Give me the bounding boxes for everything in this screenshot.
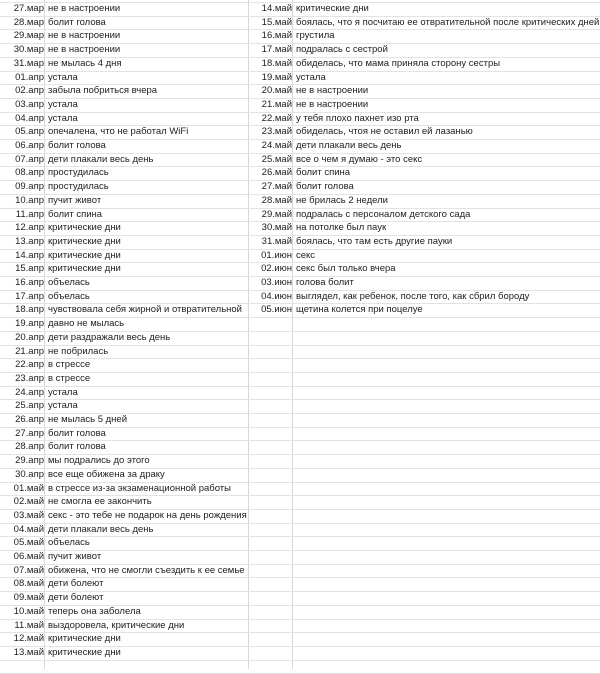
date-cell[interactable]: 08.май xyxy=(13,578,44,590)
date-cell[interactable]: 24.май xyxy=(261,140,292,151)
note-cell[interactable]: забыла побриться вчера xyxy=(48,85,158,97)
date-cell[interactable]: 03.апр xyxy=(15,98,44,110)
date-cell[interactable]: 22.апр xyxy=(15,359,44,371)
date-cell[interactable]: 04.июн xyxy=(261,290,292,302)
note-cell[interactable]: болит голова xyxy=(296,181,354,193)
note-cell[interactable]: дети раздражали весь день xyxy=(48,331,171,343)
note-cell[interactable]: болит голова xyxy=(48,16,106,28)
date-cell[interactable]: 26.апр xyxy=(15,414,44,425)
table-row[interactable] xyxy=(0,495,600,509)
table-row[interactable] xyxy=(248,16,600,30)
note-cell[interactable]: не мылась 5 дней xyxy=(48,414,127,425)
note-cell[interactable]: теперь она заболела xyxy=(48,605,141,617)
table-row[interactable] xyxy=(0,454,600,468)
table-row[interactable] xyxy=(248,84,600,98)
date-cell[interactable]: 28.мар xyxy=(13,16,44,28)
table-row[interactable] xyxy=(0,619,600,633)
table-row[interactable] xyxy=(0,646,600,660)
date-cell[interactable]: 29.мар xyxy=(13,30,44,42)
note-cell[interactable]: подралась с сестрой xyxy=(296,44,388,56)
note-cell[interactable]: объелась xyxy=(48,277,90,288)
note-cell[interactable]: обиделась, чтоя не оставил ей лазанью xyxy=(296,126,473,138)
note-cell[interactable]: устала xyxy=(48,400,78,412)
date-cell[interactable]: 07.апр xyxy=(15,153,44,165)
note-cell[interactable]: щетина колется при поцелуе xyxy=(296,304,423,316)
table-row[interactable] xyxy=(0,550,600,564)
date-cell[interactable]: 10.апр xyxy=(15,194,44,206)
table-row[interactable] xyxy=(0,427,600,441)
note-cell[interactable]: не смогла ее закончить xyxy=(48,496,152,508)
date-cell[interactable]: 16.апр xyxy=(15,277,44,288)
note-cell[interactable]: дети плакали весь день xyxy=(48,153,154,165)
note-cell[interactable]: критические дни xyxy=(48,249,121,261)
table-row[interactable] xyxy=(0,482,600,496)
note-cell[interactable]: в стрессе xyxy=(48,372,91,384)
note-cell[interactable]: опечалена, что не работал WiFi xyxy=(48,126,189,138)
date-cell[interactable]: 17.май xyxy=(261,44,292,56)
table-row[interactable] xyxy=(248,153,600,167)
table-row[interactable] xyxy=(248,303,600,317)
date-cell[interactable]: 06.май xyxy=(13,551,44,562)
date-cell[interactable]: 06.апр xyxy=(15,140,44,151)
note-cell[interactable]: критические дни xyxy=(48,646,121,658)
table-row[interactable] xyxy=(0,605,600,619)
note-cell[interactable]: подралась с персоналом детского сада xyxy=(296,208,471,220)
date-cell[interactable]: 28.апр xyxy=(15,441,44,453)
note-cell[interactable]: дети болеют xyxy=(48,578,104,590)
table-row[interactable] xyxy=(248,71,600,85)
note-cell[interactable]: дети болеют xyxy=(48,592,104,604)
date-cell[interactable]: 30.май xyxy=(261,222,292,234)
note-cell[interactable]: обижена, что не смогли съездить к ее семье xyxy=(48,564,245,576)
date-cell[interactable]: 02.апр xyxy=(15,85,44,97)
date-cell[interactable]: 14.апр xyxy=(15,249,44,261)
note-cell[interactable]: устала xyxy=(48,71,78,83)
table-row[interactable] xyxy=(0,523,600,537)
note-cell[interactable]: не в настроении xyxy=(296,98,369,110)
note-cell[interactable]: критические дни xyxy=(48,235,121,247)
table-row[interactable] xyxy=(248,208,600,222)
date-cell[interactable]: 13.апр xyxy=(15,235,44,247)
date-cell[interactable]: 25.апр xyxy=(15,400,44,412)
date-cell[interactable]: 20.апр xyxy=(15,331,44,343)
table-row[interactable] xyxy=(0,331,600,345)
note-cell[interactable]: простудилась xyxy=(48,167,109,179)
note-cell[interactable]: устала xyxy=(296,71,326,83)
table-row[interactable] xyxy=(0,399,600,413)
date-cell[interactable]: 30.мар xyxy=(13,44,44,56)
table-row[interactable] xyxy=(248,2,600,16)
date-cell[interactable]: 23.май xyxy=(261,126,292,138)
table-row[interactable] xyxy=(0,632,600,646)
table-row[interactable] xyxy=(0,509,600,523)
date-cell[interactable]: 13.май xyxy=(13,646,44,658)
date-cell[interactable]: 26.май xyxy=(261,167,292,179)
date-cell[interactable]: 09.май xyxy=(13,592,44,604)
table-row[interactable] xyxy=(0,413,600,427)
note-cell[interactable]: объелась xyxy=(48,537,90,549)
date-cell[interactable]: 12.апр xyxy=(15,222,44,234)
date-cell[interactable]: 30.апр xyxy=(15,468,44,480)
note-cell[interactable]: боялась, что там есть другие пауки xyxy=(296,235,453,247)
note-cell[interactable]: секс был только вчера xyxy=(296,263,396,275)
date-cell[interactable]: 01.июн xyxy=(261,249,292,261)
date-cell[interactable]: 03.май xyxy=(13,509,44,521)
date-cell[interactable]: 22.май xyxy=(261,112,292,124)
note-cell[interactable]: не брилась 2 недели xyxy=(296,194,388,206)
date-cell[interactable]: 27.май xyxy=(261,181,292,193)
note-cell[interactable]: не побрилась xyxy=(48,345,109,357)
table-row[interactable] xyxy=(248,166,600,180)
note-cell[interactable]: дети плакали весь день xyxy=(48,523,154,535)
date-cell[interactable]: 10.май xyxy=(13,605,44,617)
note-cell[interactable]: голова болит xyxy=(296,277,354,288)
note-cell[interactable]: критические дни xyxy=(48,263,121,275)
date-cell[interactable]: 05.июн xyxy=(261,304,292,316)
table-row[interactable] xyxy=(0,345,600,359)
date-cell[interactable]: 08.апр xyxy=(15,167,44,179)
note-cell[interactable]: болит спина xyxy=(48,208,103,220)
date-cell[interactable]: 17.апр xyxy=(15,290,44,302)
date-cell[interactable]: 31.мар xyxy=(13,57,44,69)
date-cell[interactable]: 18.апр xyxy=(15,304,44,316)
date-cell[interactable]: 04.апр xyxy=(15,112,44,124)
date-cell[interactable]: 29.апр xyxy=(15,455,44,467)
table-row[interactable] xyxy=(248,180,600,194)
table-row[interactable] xyxy=(248,29,600,43)
note-cell[interactable]: обиделась, что мама приняла сторону сестры xyxy=(296,57,501,69)
date-cell[interactable]: 11.май xyxy=(14,619,44,631)
note-cell[interactable]: секс xyxy=(296,249,316,261)
table-row[interactable] xyxy=(248,249,600,263)
table-row[interactable] xyxy=(0,386,600,400)
date-cell[interactable]: 28.май xyxy=(261,194,292,206)
note-cell[interactable]: грустила xyxy=(296,30,335,42)
date-cell[interactable]: 23.апр xyxy=(15,372,44,384)
note-cell[interactable]: на потолке был паук xyxy=(296,222,387,234)
note-cell[interactable]: мы подрались до этого xyxy=(48,455,150,467)
date-cell[interactable]: 19.апр xyxy=(15,318,44,330)
note-cell[interactable]: в стрессе xyxy=(48,359,91,371)
date-cell[interactable]: 02.май xyxy=(13,496,44,508)
date-cell[interactable]: 21.апр xyxy=(15,345,44,357)
note-cell[interactable]: чувствовала себя жирной и отвратительной xyxy=(48,304,242,316)
table-row[interactable] xyxy=(0,577,600,591)
table-row[interactable] xyxy=(248,125,600,139)
note-cell[interactable]: болит голова xyxy=(48,427,106,439)
date-cell[interactable]: 09.апр xyxy=(15,181,44,193)
note-cell[interactable]: секс - это тебе не подарок на день рождения xyxy=(48,509,247,521)
date-cell[interactable]: 05.май xyxy=(13,537,44,549)
date-cell[interactable]: 19.май xyxy=(261,71,292,83)
table-row[interactable] xyxy=(248,139,600,153)
date-cell[interactable]: 01.май xyxy=(13,482,44,494)
note-cell[interactable]: болит голова xyxy=(48,441,106,453)
date-cell[interactable]: 07.май xyxy=(13,564,44,576)
date-cell[interactable]: 16.май xyxy=(261,30,292,42)
date-cell[interactable]: 27.мар xyxy=(13,3,44,14)
date-cell[interactable]: 15.апр xyxy=(15,263,44,275)
date-cell[interactable]: 15.май xyxy=(261,16,292,28)
table-row[interactable] xyxy=(248,98,600,112)
note-cell[interactable]: выглядел, как ребенок, после того, как сбрил бороду xyxy=(296,290,530,302)
note-cell[interactable]: болит спина xyxy=(296,167,351,179)
note-cell[interactable]: устала xyxy=(48,386,78,398)
note-cell[interactable]: в стрессе из-за экзаменационной работы xyxy=(48,482,231,494)
note-cell[interactable]: у тебя плохо пахнет изо рта xyxy=(296,112,419,124)
note-cell[interactable]: все о чем я думаю - это секс xyxy=(296,153,423,165)
note-cell[interactable]: все еще обижена за драку xyxy=(48,468,165,480)
date-cell[interactable]: 21.май xyxy=(261,98,292,110)
note-cell[interactable]: давно не мылась xyxy=(48,318,125,330)
table-row[interactable] xyxy=(0,591,600,605)
date-cell[interactable]: 27.апр xyxy=(15,427,44,439)
date-cell[interactable]: 02.июн xyxy=(261,263,292,275)
row-divider xyxy=(0,660,600,661)
table-row[interactable] xyxy=(248,57,600,71)
table-row[interactable] xyxy=(248,194,600,208)
note-cell[interactable]: устала xyxy=(48,112,78,124)
date-cell[interactable]: 14.май xyxy=(261,3,292,14)
table-row[interactable] xyxy=(248,112,600,126)
note-cell[interactable]: не в настроении xyxy=(48,30,121,42)
note-cell[interactable]: болит голова xyxy=(48,140,106,151)
date-cell[interactable]: 05.апр xyxy=(15,126,44,138)
note-cell[interactable]: критические дни xyxy=(48,633,121,645)
table-row[interactable] xyxy=(0,536,600,550)
table-row[interactable] xyxy=(0,468,600,482)
note-cell[interactable]: устала xyxy=(48,98,78,110)
table-row[interactable] xyxy=(248,276,600,290)
date-cell[interactable]: 24.апр xyxy=(15,386,44,398)
note-cell[interactable]: критические дни xyxy=(48,222,121,234)
note-cell[interactable]: дети плакали весь день xyxy=(296,140,402,151)
date-cell[interactable]: 18.май xyxy=(261,57,292,69)
note-cell[interactable]: не в настроении xyxy=(48,3,121,14)
table-row[interactable] xyxy=(248,262,600,276)
note-cell[interactable]: простудилась xyxy=(48,181,109,193)
table-row[interactable] xyxy=(0,440,600,454)
date-cell[interactable]: 20.май xyxy=(261,85,292,97)
date-cell[interactable]: 01.апр xyxy=(15,71,44,83)
note-cell[interactable]: не мылась 4 дня xyxy=(48,57,122,69)
date-cell[interactable]: 12.май xyxy=(13,633,44,645)
date-cell[interactable]: 11.апр xyxy=(15,208,44,220)
date-cell[interactable]: 04.май xyxy=(13,523,44,535)
table-row[interactable] xyxy=(0,358,600,372)
table-row[interactable] xyxy=(0,317,600,331)
date-cell[interactable]: 25.май xyxy=(261,153,292,165)
table-row[interactable] xyxy=(0,564,600,578)
date-cell[interactable]: 29.май xyxy=(261,208,292,220)
note-cell[interactable]: пучит живот xyxy=(48,551,102,562)
note-cell[interactable]: не в настроении xyxy=(48,44,121,56)
date-cell[interactable]: 31.май xyxy=(261,235,292,247)
note-cell[interactable]: не в настроении xyxy=(296,85,369,97)
note-cell[interactable]: критические дни xyxy=(296,3,369,14)
note-cell[interactable]: объелась xyxy=(48,290,90,302)
table-row[interactable] xyxy=(248,290,600,304)
table-row[interactable] xyxy=(248,221,600,235)
table-row[interactable] xyxy=(0,372,600,386)
note-cell[interactable]: боялась, что я посчитаю ее отвратительной после критических дней xyxy=(296,16,600,28)
note-cell[interactable]: выздоровела, критические дни xyxy=(48,619,185,631)
date-cell[interactable]: 03.июн xyxy=(261,277,292,288)
table-row[interactable] xyxy=(248,43,600,57)
note-cell[interactable]: пучит живот xyxy=(48,194,102,206)
table-row[interactable] xyxy=(248,235,600,249)
